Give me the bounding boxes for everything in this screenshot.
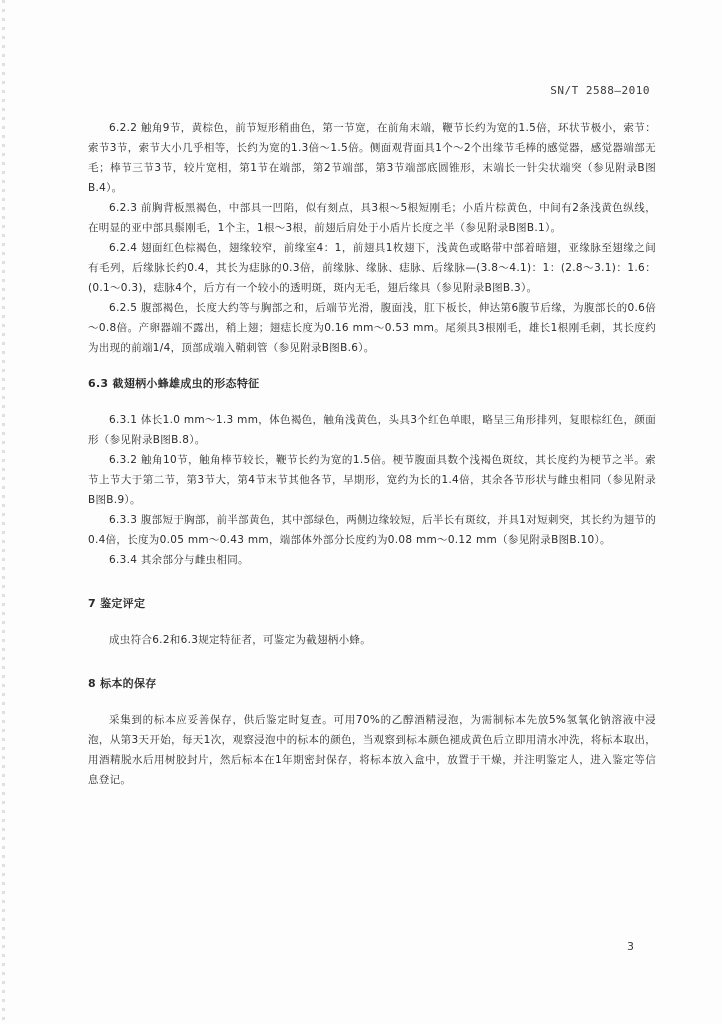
paragraph-6-3-4: 6.3.4 其余部分与雌虫相同。 [109, 554, 249, 566]
paragraph-6-2-2: 6.2.2 触角9节，黄棕色，前节短形稍曲色，第一节宽，在前角末端，鞭节长约为宽的1.5倍，环状节极小，索节：索节3节，索节大小几乎相等，长约为宽的1.3倍～1.5倍。侧面观背面具1个～2个出缘节毛棒的感觉器，感觉器端部无毛；棒节三节3节，较片宽相，第1节在端部，第2节端部，第3节端部底圆锥形，末端长一针尖状端突（参见附录B图B.4）。 [88, 122, 656, 194]
paragraph-6-3-1: 6.3.1 体长1.0 mm～1.3 mm，体色褐色，触角浅黄色，头具3个红色单眼，略呈三角形排列，复眼棕红色，颜面形（参见附录B图B.8）。 [88, 414, 656, 446]
page-number: 3 [627, 940, 634, 953]
paragraph-6-2-5: 6.2.5 腹部褐色，长度大约等与胸部之和，后端节光滑，腹面浅，肛下板长，伸达第6腹节后缘，为腹部长的0.6倍～0.8倍。产卵器端不露出，稍上翅；翅痣长度为0.16 mm～0.53 mm。尾须具3根刚毛，雄长1根刚毛刺，其长度约为出现的前端1/4，顶部成端入鞘刺管（参见附录B图B.6）。 [88, 302, 656, 354]
section-7-text: 成虫符合6.2和6.3规定特征者，可鉴定为截翅柄小蜂。 [109, 634, 371, 646]
section-8-text: 采集到的标本应妥善保存，供后鉴定时复查。可用70%的乙醇酒精浸泡，为需制标本先放5%氢氧化钠溶液中浸泡，从第3天开始，每天1次，观察浸泡中的标本的颜色，当观察到标本颜色褪成黄色后立即用清水冲洗，将标本取出，用酒精脱水后用树胶封片，然后标本在1年期密封保存，将标本放入盒中，放置于干燥，并注明鉴定人，进入鉴定等信息登记。 [88, 714, 656, 786]
scan-binding-edge [2, 0, 5, 1024]
paragraph-6-3-3: 6.3.3 腹部短于胸部，前半部黄色，其中部绿色，两侧边缘较短，后半长有斑纹，并具1对短刺突，其长约为翅节的0.4倍，长度为0.05 mm～0.43 mm，端部体外部分长度约为0.08 mm～0.12 mm（参见附录B图B.10）。 [88, 514, 656, 546]
paragraph-6-2-4: 6.2.4 翅面红色棕褐色，翅缘较窄，前缘室4：1，前翅具1枚翅下，浅黄色或略带中部着暗翅，亚缘脉至翅缘之间有毛列，后缘脉长约0.4，其长为痣脉的0.3倍，前缘脉、缘脉、痣脉、后缘脉—(3.8～4.1)：1：(2.8～3.1)：1.6：(0.1～0.3)，痣脉4个，后方有一个较小的透明斑，斑内无毛，翅后缘具（参见附录B图B.3）。 [88, 242, 656, 294]
section-8-title: 8 标本的保存 [88, 677, 157, 690]
standard-code-header: SN/T 2588—2010 [550, 84, 650, 97]
section-6-3-title: 6.3 截翅柄小蜂雄成虫的形态特征 [88, 377, 260, 390]
document-body [88, 118, 656, 790]
paragraph-6-3-2: 6.3.2 触角10节，触角棒节较长，鞭节长约为宽的1.5倍。梗节腹面具数个浅褐色斑纹，其长度约为梗节之半。索节上节大于第二节，第3节大，第4节末节其他各节，早期形，宽约为长的1.4倍，其余各节形状与雌虫相同（参见附录B图B.9）。 [88, 454, 656, 506]
paragraph-6-2-3: 6.2.3 前胸背板黑褐色，中部具一凹陷，似有刻点，具3根～5根短刚毛；小盾片棕黄色，中间有2条浅黄色纵线，在明显的亚中部具鬃刚毛，1个主，1根～3根，前翅后肩处于小盾片长度之半（参见附录B图B.1）。 [88, 202, 656, 234]
section-7-title: 7 鉴定评定 [88, 597, 146, 610]
